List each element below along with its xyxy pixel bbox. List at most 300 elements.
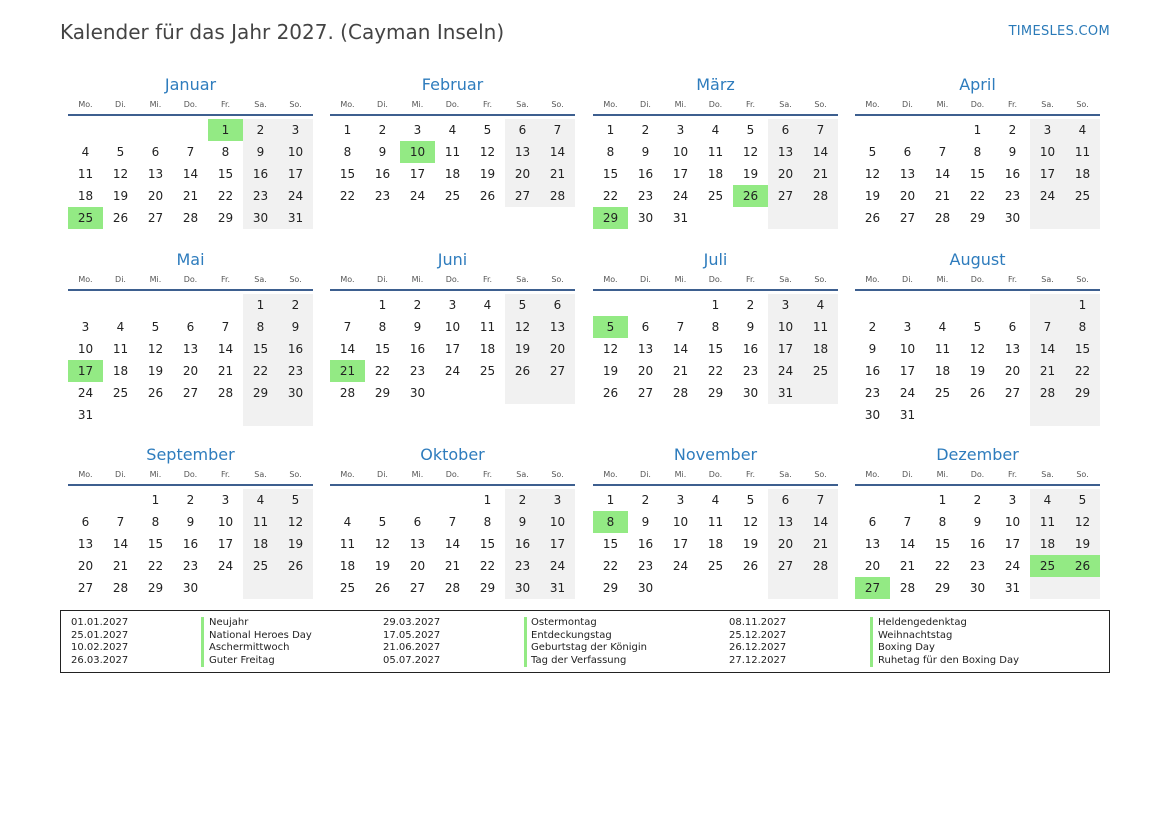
legend-color-bar xyxy=(524,617,527,667)
day-cell: 1 xyxy=(938,493,947,507)
weekday-label: So. xyxy=(1076,275,1089,284)
day-cell: 21 xyxy=(540,163,575,185)
day-cell: 2 xyxy=(505,489,540,511)
day-cell: 26 xyxy=(505,360,540,382)
legend-names xyxy=(531,617,647,667)
weekday-header xyxy=(593,467,838,482)
day-cell: 30 xyxy=(278,382,313,404)
legend-date: 25.12.2027 xyxy=(729,629,787,641)
day-cell: 2 xyxy=(973,493,982,507)
day-cell: 1 xyxy=(1065,294,1100,316)
day-cell: 3 xyxy=(540,489,575,511)
empty-cell xyxy=(208,404,243,426)
day-cell: 8 xyxy=(343,145,352,159)
day-cell: 6 xyxy=(768,119,803,141)
day-cell: 13 xyxy=(409,537,426,551)
day-cell: 24 xyxy=(77,386,94,400)
day-cell: 2 xyxy=(641,123,650,137)
day-cell: 27 xyxy=(147,211,164,225)
weekday-label: Fr. xyxy=(745,100,756,109)
day-cell: 2 xyxy=(186,493,195,507)
day-cell: 6 xyxy=(413,515,422,529)
day-cell: 28 xyxy=(339,386,356,400)
day-cell: 24 xyxy=(672,189,689,203)
day-cell: 19 xyxy=(278,533,313,555)
day-cell: 24 xyxy=(217,559,234,573)
day-cell: 29 xyxy=(479,581,496,595)
day-cell: 6 xyxy=(641,320,650,334)
day-cell: 29 xyxy=(1065,382,1100,404)
day-cell: 12 xyxy=(374,537,391,551)
day-cell: 12 xyxy=(112,167,129,181)
day-cell: 9 xyxy=(186,515,195,529)
weekday-header xyxy=(330,272,575,287)
weekday-label: Fr. xyxy=(745,275,756,284)
day-cell: 9 xyxy=(378,145,387,159)
day-cell: 15 xyxy=(602,167,619,181)
day-cell: 23 xyxy=(969,559,986,573)
empty-cell xyxy=(925,294,960,316)
day-cell: 6 xyxy=(505,119,540,141)
day-cell: 16 xyxy=(243,163,278,185)
day-cell: 4 xyxy=(448,123,457,137)
weekday-label: Sa. xyxy=(254,275,267,284)
day-cell: 10 xyxy=(1004,515,1021,529)
page-title: Kalender für das Jahr 2027. (Cayman Inseln) xyxy=(60,20,505,44)
day-cell: 4 xyxy=(938,320,947,334)
day-cell: 25 xyxy=(707,559,724,573)
day-cell: 5 xyxy=(505,294,540,316)
day-grid xyxy=(330,119,575,207)
day-cell: 30 xyxy=(1004,211,1021,225)
day-grid xyxy=(68,294,313,426)
legend-date: 27.12.2027 xyxy=(729,654,787,666)
day-cell: 18 xyxy=(243,533,278,555)
day-cell: 18 xyxy=(112,364,129,378)
day-cell: 20 xyxy=(147,189,164,203)
weekday-label: Sa. xyxy=(1041,100,1054,109)
day-cell: 29 xyxy=(969,211,986,225)
day-cell: 16 xyxy=(1004,167,1021,181)
day-cell: 25 xyxy=(68,207,103,229)
legend-holiday-name: National Heroes Day xyxy=(209,629,312,641)
day-cell: 17 xyxy=(768,338,803,360)
month-name: Mai xyxy=(176,250,205,269)
legend-holiday-name: Aschermittwoch xyxy=(209,642,290,653)
day-cell: 22 xyxy=(1065,360,1100,382)
day-cell: 28 xyxy=(934,211,951,225)
day-cell: 8 xyxy=(938,515,947,529)
legend-holiday-name: Weihnachtstag xyxy=(878,629,953,641)
empty-cell xyxy=(663,294,698,316)
day-cell: 14 xyxy=(803,141,838,163)
day-cell: 13 xyxy=(505,141,540,163)
month-märz xyxy=(593,73,838,229)
day-cell: 6 xyxy=(81,515,90,529)
day-cell: 25 xyxy=(444,189,461,203)
day-grid xyxy=(330,294,575,404)
day-cell: 29 xyxy=(147,581,164,595)
month-name: März xyxy=(696,75,735,94)
day-cell: 10 xyxy=(672,515,689,529)
header-rule xyxy=(593,114,838,116)
day-cell: 13 xyxy=(768,511,803,533)
day-cell: 20 xyxy=(768,163,803,185)
legend-holiday-name: Neujahr xyxy=(209,617,249,628)
empty-cell xyxy=(505,382,540,404)
day-cell: 23 xyxy=(1004,189,1021,203)
weekday-label: Sa. xyxy=(516,470,529,479)
day-cell: 31 xyxy=(899,408,916,422)
month-name: Dezember xyxy=(936,445,1019,464)
day-cell: 12 xyxy=(278,511,313,533)
empty-cell xyxy=(995,404,1030,426)
day-cell: 3 xyxy=(81,320,90,334)
legend-dates xyxy=(729,617,786,667)
day-cell: 27 xyxy=(540,360,575,382)
day-cell: 15 xyxy=(479,537,496,551)
day-cell: 2 xyxy=(641,493,650,507)
day-cell: 12 xyxy=(602,342,619,356)
day-cell: 6 xyxy=(151,145,160,159)
weekday-label: Mo. xyxy=(340,470,355,479)
legend-holiday-name: Ruhetag für den Boxing Day xyxy=(878,654,1020,666)
day-cell: 16 xyxy=(969,537,986,551)
day-cell: 25 xyxy=(707,189,724,203)
day-cell: 4 xyxy=(116,320,125,334)
empty-cell xyxy=(803,207,838,229)
empty-cell xyxy=(103,404,138,426)
weekday-label: Fr. xyxy=(220,100,231,109)
day-cell: 11 xyxy=(934,342,951,356)
weekday-label: Mi. xyxy=(674,470,687,479)
legend-color-bar xyxy=(870,617,873,667)
weekday-label: Mo. xyxy=(603,100,618,109)
day-cell: 4 xyxy=(243,489,278,511)
day-cell: 3 xyxy=(676,493,685,507)
month-name: Oktober xyxy=(420,445,485,464)
day-cell: 4 xyxy=(1065,119,1100,141)
header-rule xyxy=(855,114,1100,116)
day-cell: 17 xyxy=(672,537,689,551)
day-grid xyxy=(855,119,1100,229)
day-cell: 1 xyxy=(606,123,615,137)
day-grid xyxy=(593,119,838,229)
day-cell: 11 xyxy=(707,145,724,159)
day-cell: 28 xyxy=(899,581,916,595)
weekday-label: So. xyxy=(551,470,564,479)
day-cell: 1 xyxy=(378,298,387,312)
day-cell: 10 xyxy=(217,515,234,529)
day-cell: 3 xyxy=(768,294,803,316)
weekday-header xyxy=(68,97,313,112)
day-cell: 12 xyxy=(742,145,759,159)
day-cell: 12 xyxy=(969,342,986,356)
site-link[interactable]: TIMESLES.COM xyxy=(1008,24,1110,39)
day-cell: 22 xyxy=(147,559,164,573)
day-cell: 31 xyxy=(1004,581,1021,595)
day-cell: 28 xyxy=(540,185,575,207)
empty-cell xyxy=(330,294,365,316)
day-cell: 14 xyxy=(339,342,356,356)
day-cell: 2 xyxy=(243,119,278,141)
day-cell: 17 xyxy=(68,360,103,382)
day-cell: 30 xyxy=(243,207,278,229)
day-cell: 15 xyxy=(969,167,986,181)
day-cell: 23 xyxy=(864,386,881,400)
empty-cell xyxy=(890,489,925,511)
legend-date: 29.03.2027 xyxy=(383,617,441,628)
day-cell: 10 xyxy=(1030,141,1065,163)
weekday-label: Di. xyxy=(640,470,651,479)
day-cell: 15 xyxy=(707,342,724,356)
day-cell: 19 xyxy=(864,189,881,203)
day-cell: 13 xyxy=(768,141,803,163)
day-cell: 16 xyxy=(637,167,654,181)
day-cell: 8 xyxy=(221,145,230,159)
day-cell: 4 xyxy=(803,294,838,316)
day-cell: 20 xyxy=(637,364,654,378)
day-cell: 1 xyxy=(606,493,615,507)
day-cell: 13 xyxy=(147,167,164,181)
day-cell: 30 xyxy=(637,581,654,595)
day-cell: 15 xyxy=(243,338,278,360)
month-dezember xyxy=(855,443,1100,599)
weekday-label: Sa. xyxy=(254,470,267,479)
day-cell: 27 xyxy=(1004,386,1021,400)
day-cell: 5 xyxy=(973,320,982,334)
weekday-label: Mo. xyxy=(865,100,880,109)
weekday-label: So. xyxy=(551,100,564,109)
day-cell: 1 xyxy=(711,298,720,312)
weekday-label: Di. xyxy=(640,275,651,284)
header-rule xyxy=(68,289,313,291)
day-cell: 20 xyxy=(768,533,803,555)
header-rule xyxy=(330,114,575,116)
legend-dates xyxy=(71,617,128,667)
day-cell: 14 xyxy=(672,342,689,356)
weekday-label: Do. xyxy=(970,470,985,479)
day-cell: 12 xyxy=(505,316,540,338)
legend-holiday-name: Guter Freitag xyxy=(209,654,275,666)
empty-cell xyxy=(103,489,138,511)
empty-cell xyxy=(540,382,575,404)
day-cell: 15 xyxy=(602,537,619,551)
day-cell: 19 xyxy=(147,364,164,378)
day-cell: 14 xyxy=(217,342,234,356)
day-cell: 14 xyxy=(934,167,951,181)
day-cell: 19 xyxy=(479,167,496,181)
day-cell: 12 xyxy=(479,145,496,159)
day-cell: 11 xyxy=(112,342,129,356)
weekday-label: Mo. xyxy=(78,275,93,284)
day-cell: 14 xyxy=(540,141,575,163)
day-cell: 5 xyxy=(378,515,387,529)
weekday-header xyxy=(330,467,575,482)
weekday-label: So. xyxy=(1076,470,1089,479)
day-cell: 16 xyxy=(637,537,654,551)
day-cell: 7 xyxy=(803,119,838,141)
day-cell: 24 xyxy=(768,360,803,382)
day-cell: 27 xyxy=(899,211,916,225)
day-cell: 16 xyxy=(864,364,881,378)
day-cell: 14 xyxy=(899,537,916,551)
weekday-label: Fr. xyxy=(1007,470,1018,479)
empty-cell xyxy=(103,119,138,141)
day-cell: 25 xyxy=(1030,555,1065,577)
weekday-label: So. xyxy=(289,275,302,284)
day-cell: 1 xyxy=(973,123,982,137)
weekday-label: Sa. xyxy=(1041,470,1054,479)
day-cell: 4 xyxy=(1030,489,1065,511)
weekday-label: Mi. xyxy=(149,275,162,284)
day-cell: 20 xyxy=(505,163,540,185)
day-cell: 6 xyxy=(903,145,912,159)
empty-cell xyxy=(243,404,278,426)
day-cell: 11 xyxy=(339,537,356,551)
day-cell: 5 xyxy=(1065,489,1100,511)
weekday-label: Do. xyxy=(445,470,460,479)
day-cell: 4 xyxy=(711,493,720,507)
day-cell: 26 xyxy=(742,559,759,573)
day-cell: 12 xyxy=(742,515,759,529)
empty-cell xyxy=(330,489,365,511)
day-cell: 25 xyxy=(112,386,129,400)
day-cell: 24 xyxy=(409,189,426,203)
header-rule xyxy=(68,114,313,116)
day-cell: 21 xyxy=(182,189,199,203)
legend-holiday-name: Entdeckungstag xyxy=(531,629,612,641)
empty-cell xyxy=(698,207,733,229)
day-cell: 21 xyxy=(330,360,365,382)
day-cell: 11 xyxy=(1065,141,1100,163)
day-cell: 10 xyxy=(672,145,689,159)
empty-cell xyxy=(855,119,890,141)
day-cell: 1 xyxy=(208,119,243,141)
day-cell: 18 xyxy=(339,559,356,573)
day-cell: 3 xyxy=(448,298,457,312)
day-cell: 21 xyxy=(1030,360,1065,382)
day-cell: 21 xyxy=(934,189,951,203)
month-name: September xyxy=(146,445,235,464)
weekday-label: Do. xyxy=(970,275,985,284)
weekday-label: Sa. xyxy=(779,470,792,479)
month-name: April xyxy=(959,75,996,94)
day-cell: 19 xyxy=(505,338,540,360)
weekday-label: Do. xyxy=(183,275,198,284)
weekday-label: So. xyxy=(814,100,827,109)
day-cell: 2 xyxy=(378,123,387,137)
day-cell: 2 xyxy=(868,320,877,334)
empty-cell xyxy=(768,577,803,599)
empty-cell xyxy=(1030,207,1065,229)
day-cell: 21 xyxy=(803,163,838,185)
day-cell: 11 xyxy=(479,320,496,334)
empty-cell xyxy=(803,577,838,599)
day-cell: 8 xyxy=(973,145,982,159)
empty-cell xyxy=(68,294,103,316)
weekday-label: Sa. xyxy=(1041,275,1054,284)
day-cell: 3 xyxy=(676,123,685,137)
empty-cell xyxy=(470,382,505,404)
day-cell: 14 xyxy=(182,167,199,181)
month-name: August xyxy=(949,250,1006,269)
day-cell: 19 xyxy=(742,167,759,181)
legend-holiday-name: Boxing Day xyxy=(878,642,935,653)
month-juni xyxy=(330,248,575,404)
weekday-label: Fr. xyxy=(220,470,231,479)
day-cell: 20 xyxy=(864,559,881,573)
day-cell: 20 xyxy=(540,338,575,360)
day-cell: 5 xyxy=(593,316,628,338)
weekday-header xyxy=(593,97,838,112)
header-rule xyxy=(68,484,313,486)
weekday-label: Mi. xyxy=(411,470,424,479)
day-cell: 5 xyxy=(116,145,125,159)
day-cell: 28 xyxy=(112,581,129,595)
day-grid xyxy=(330,489,575,599)
weekday-label: Sa. xyxy=(516,275,529,284)
day-cell: 21 xyxy=(112,559,129,573)
day-cell: 17 xyxy=(899,364,916,378)
day-cell: 9 xyxy=(278,316,313,338)
day-cell: 6 xyxy=(1008,320,1017,334)
day-cell: 3 xyxy=(221,493,230,507)
day-cell: 18 xyxy=(77,189,94,203)
day-cell: 21 xyxy=(899,559,916,573)
day-cell: 25 xyxy=(803,360,838,382)
day-cell: 16 xyxy=(409,342,426,356)
day-cell: 7 xyxy=(116,515,125,529)
day-cell: 26 xyxy=(602,386,619,400)
day-cell: 13 xyxy=(540,316,575,338)
month-mai xyxy=(68,248,313,426)
day-cell: 11 xyxy=(803,316,838,338)
weekday-label: Fr. xyxy=(745,470,756,479)
legend-names xyxy=(209,617,312,667)
day-cell: 8 xyxy=(378,320,387,334)
day-cell: 27 xyxy=(182,386,199,400)
day-cell: 1 xyxy=(343,123,352,137)
empty-cell xyxy=(960,404,995,426)
day-cell: 22 xyxy=(243,360,278,382)
weekday-label: Di. xyxy=(377,275,388,284)
month-august xyxy=(855,248,1100,426)
day-cell: 16 xyxy=(742,342,759,356)
month-name: Juni xyxy=(437,250,468,269)
day-cell: 7 xyxy=(186,145,195,159)
weekday-label: Fr. xyxy=(220,275,231,284)
day-cell: 22 xyxy=(217,189,234,203)
empty-cell xyxy=(103,294,138,316)
day-cell: 7 xyxy=(221,320,230,334)
day-cell: 25 xyxy=(243,555,278,577)
day-cell: 5 xyxy=(746,493,755,507)
day-cell: 2 xyxy=(413,298,422,312)
weekday-label: Mo. xyxy=(340,275,355,284)
day-cell: 13 xyxy=(77,537,94,551)
empty-cell xyxy=(1065,207,1100,229)
legend-date: 25.01.2027 xyxy=(71,629,129,641)
empty-cell xyxy=(208,294,243,316)
day-cell: 10 xyxy=(540,511,575,533)
day-cell: 23 xyxy=(243,185,278,207)
day-cell: 18 xyxy=(479,342,496,356)
weekday-label: Mi. xyxy=(936,275,949,284)
day-cell: 19 xyxy=(1065,533,1100,555)
day-cell: 29 xyxy=(243,382,278,404)
weekday-label: Do. xyxy=(970,100,985,109)
